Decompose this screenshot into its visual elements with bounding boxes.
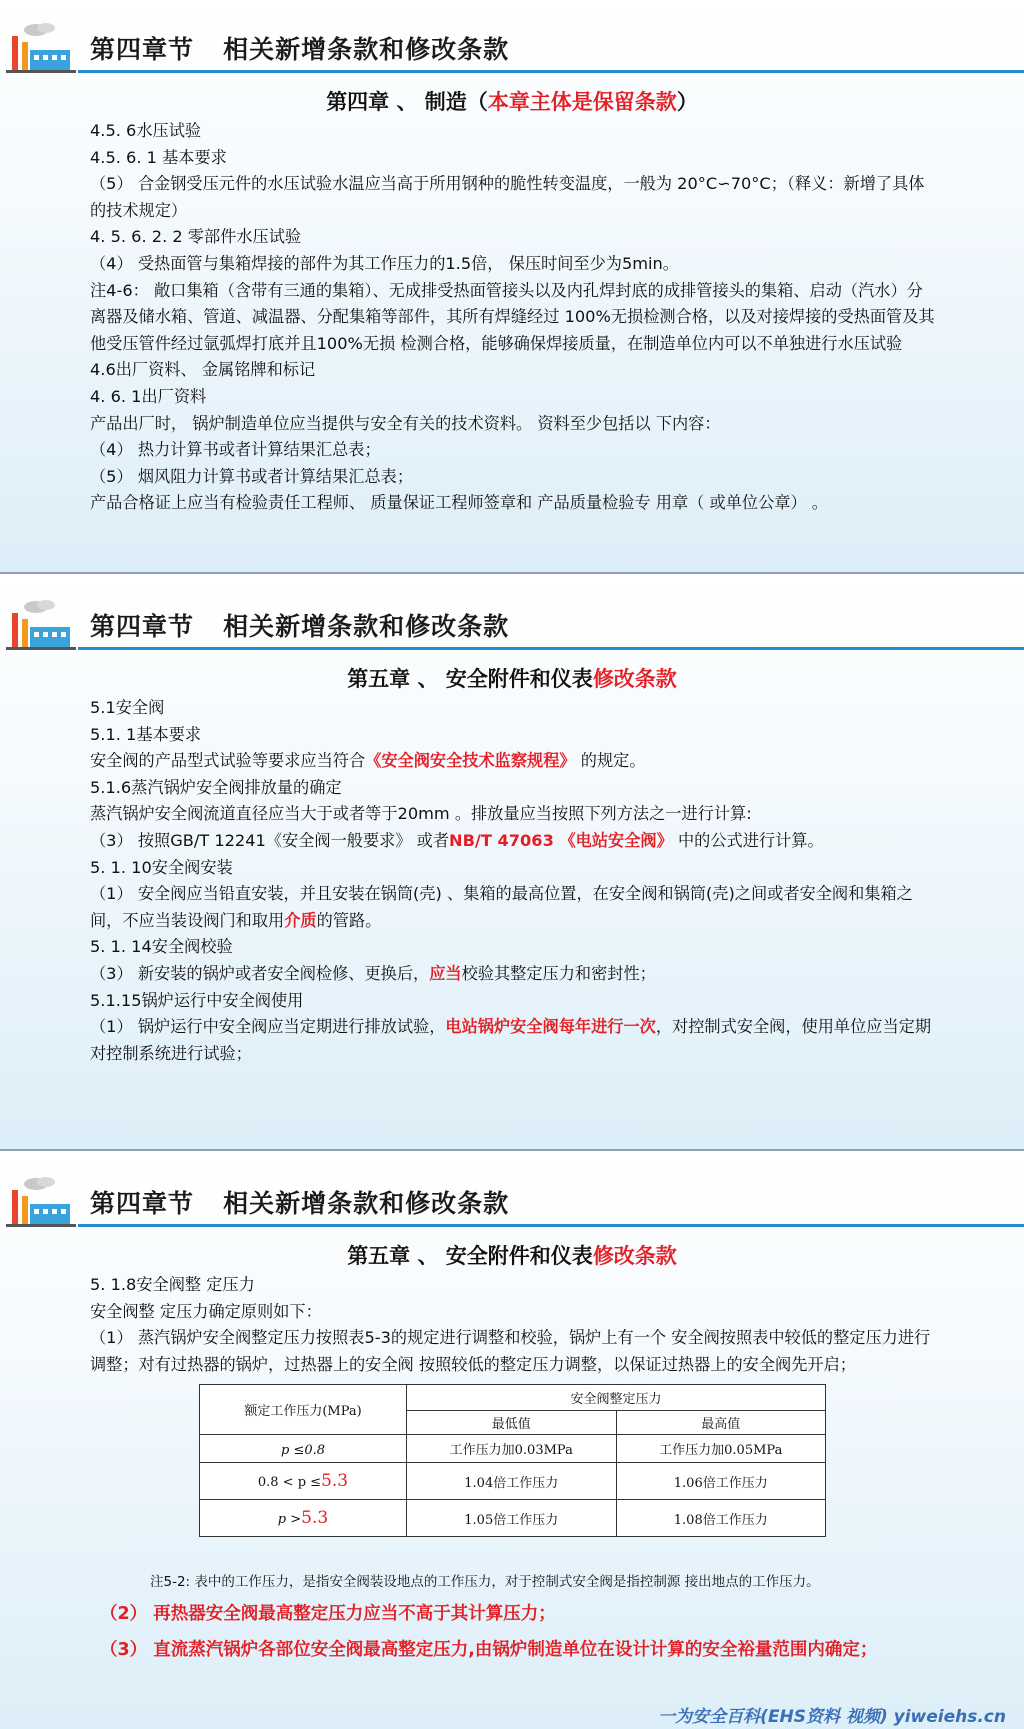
table-cell-max: 1.08倍工作压力 <box>616 1500 826 1537</box>
table-cell-max: 工作压力加0.05MPa <box>616 1435 826 1463</box>
body-line: 产品合格证上应当有检验责任工程师、 质量保证工程师签章和 产品质量检验专 用章（ 或单位公章） 。 <box>90 493 828 513</box>
header-divider <box>78 647 1024 650</box>
body-line: 4.5. 6水压试验 <box>90 121 202 140</box>
header-divider <box>78 1224 1024 1227</box>
chapter-prefix: 第五章 、 安全附件和仪表 <box>347 1244 593 1268</box>
chapter-prefix: 第五章 、 安全附件和仪表 <box>347 667 593 691</box>
table-note: 注5-2: 表中的工作压力，是指安全阀装设地点的工作压力，对于控制式安全阀是指控制源 接出地点的工作压力。 <box>150 1574 820 1590</box>
table-header-max: 最高值 <box>616 1411 826 1435</box>
bold-red-clause: （2） 再热器安全阀最高整定压力应当不高于其计算压力； <box>100 1604 556 1624</box>
body-line: 蒸汽锅炉安全阀流道直径应当大于或者等于20mm 。排放量应当按照下列方法之一进行计算: <box>90 804 752 824</box>
slide-2 <box>0 577 1024 1151</box>
body-line: （5） 烟风阻力计算书或者计算结果汇总表； <box>90 466 414 486</box>
chapter-prefix: 第四章 、 制造（ <box>326 90 488 114</box>
chapter-highlight: 修改条款 <box>592 667 677 691</box>
chapter-suffix: ） <box>676 90 698 114</box>
slide-title: 第四章节 相关新增条款和修改条款 <box>90 35 510 64</box>
table-row <box>200 1500 826 1537</box>
set-pressure-table <box>199 1384 826 1537</box>
table-cell-pressure: p >5.3 <box>200 1500 407 1537</box>
body-line: 4. 5. 6. 2. 2 零部件水压试验 <box>90 227 302 247</box>
body-line: 5.1.15锅炉运行中安全阀使用 <box>90 990 304 1010</box>
factory-logo-icon <box>6 1176 76 1228</box>
table-cell-min: 1.05倍工作压力 <box>407 1500 617 1537</box>
table-cell-pressure: p ≤0.8 <box>200 1435 407 1463</box>
body-line: （4） 热力计算书或者计算结果汇总表； <box>90 440 381 460</box>
slide-1 <box>0 0 1024 574</box>
chapter-heading <box>0 1240 1024 1270</box>
slide-body <box>90 1272 938 1378</box>
table-header-set-pressure: 安全阀整定压力 <box>407 1385 826 1411</box>
body-line: （1） 安全阀应当铅直安装，并且安装在锅筒(壳) 、集箱的最高位置，在安全阀和锅筒(壳)之间或者安全阀和集箱之间，不应当装设阀门和取用介质的管路。 <box>90 884 913 930</box>
slide-body <box>90 695 938 1067</box>
highlight-text: 介质 <box>284 910 317 930</box>
table-cell-min: 1.04倍工作压力 <box>407 1463 617 1500</box>
body-line: 5.1.6蒸汽锅炉安全阀排放量的确定 <box>90 777 342 797</box>
slide-body <box>90 118 938 517</box>
highlight-text: 应当 <box>429 963 462 983</box>
body-line: 4.5. 6. 1 基本要求 <box>90 147 227 167</box>
highlight-text: 电站锅炉安全阀每年进行一次 <box>445 1017 656 1037</box>
watermark: 一为安全百科(EHS资料 视频) yiweiehs.cn <box>658 1707 1006 1727</box>
body-line: 安全阀整 定压力确定原则如下： <box>90 1301 322 1321</box>
header-divider <box>78 70 1024 73</box>
body-line: （5） 合金钢受压元件的水压试验水温应当高于所用钢种的脆性转变温度，一般为 20°C∽70°C；（释义：新增了具体的技术规定） <box>90 174 925 220</box>
chapter-heading <box>0 86 1024 116</box>
chapter-heading <box>0 663 1024 693</box>
body-line: 5.1安全阀 <box>90 698 165 717</box>
body-line: 安全阀的产品型式试验等要求应当符合《安全阀安全技术监察规程》 的规定。 <box>90 751 646 771</box>
table-header-min: 最低值 <box>407 1411 617 1435</box>
body-line: （3） 按照GB/T 12241《安全阀一般要求》 或者NB/T 47063 《电站安全阀》 中的公式进行计算。 <box>90 830 824 850</box>
highlight-text: 《安全阀安全技术监察规程》 <box>365 751 576 771</box>
table-cell-pressure: 0.8 < p ≤5.3 <box>200 1463 407 1500</box>
body-line: 5.1. 1基本要求 <box>90 724 202 744</box>
table-row <box>200 1435 826 1463</box>
body-line: 5. 1. 14安全阀校验 <box>90 937 233 957</box>
body-line: 产品出厂时， 锅炉制造单位应当提供与安全有关的技术资料。 资料至少包括以 下内容： <box>90 413 721 433</box>
table-header-rated-pressure: 额定工作压力(MPa) <box>200 1385 407 1435</box>
body-line: （4） 受热面管与集箱焊接的部件为其工作压力的1.5倍， 保压时间至少为5min。 <box>90 253 679 273</box>
body-line: 注4-6： 敞口集箱（含带有三通的集箱）、无成排受热面管接头以及内孔焊封底的成排管接头的集箱、启动（汽水）分离器及储水箱、管道、减温器、分配集箱等部件，其所有焊缝经过 100%无损检测合格，以及对接焊接的受热面管及其他受压管件经过氩弧焊打底并且100%无损 检测合格，能够确保焊接质量，在制造单位内可以不单独进行水压试验 <box>90 280 935 353</box>
body-line: （1） 锅炉运行中安全阀应当定期进行排放试验，电站锅炉安全阀每年进行一次，对控制式安全阀，使用单位应当定期对控制系统进行试验； <box>90 1017 932 1063</box>
bold-red-clause: （3） 直流蒸汽锅炉各部位安全阀最高整定压力,由锅炉制造单位在设计计算的安全裕量范围内确定； <box>100 1640 878 1660</box>
table-cell-min: 工作压力加0.03MPa <box>407 1435 617 1463</box>
factory-logo-icon <box>6 22 76 74</box>
slide-title: 第四章节 相关新增条款和修改条款 <box>90 1189 510 1218</box>
highlight-text: NB/T 47063 《电站安全阀》 <box>449 830 673 850</box>
body-line: （3） 新安装的锅炉或者安全阀检修、更换后，应当校验其整定压力和密封性； <box>90 963 656 983</box>
body-line: （1） 蒸汽锅炉安全阀整定压力按照表5-3的规定进行调整和校验，锅炉上有一个 安全阀按照表中较低的整定压力进行调整；对有过热器的锅炉，过热器上的安全阀 按照较低的整定压力调整，以保证过热器上的安全阀先开启； <box>90 1328 931 1374</box>
chapter-highlight: 本章主体是保留条款 <box>487 90 677 114</box>
body-line: 4. 6. 1出厂资料 <box>90 386 207 406</box>
slide-title: 第四章节 相关新增条款和修改条款 <box>90 612 510 641</box>
factory-logo-icon <box>6 599 76 651</box>
body-line: 5. 1.8安全阀整 定压力 <box>90 1275 255 1294</box>
table-row <box>200 1463 826 1500</box>
body-line: 4.6出厂资料、 金属铭牌和标记 <box>90 360 316 380</box>
body-line: 5. 1. 10安全阀安装 <box>90 857 233 877</box>
table-cell-max: 1.06倍工作压力 <box>616 1463 826 1500</box>
chapter-highlight: 修改条款 <box>592 1244 677 1268</box>
